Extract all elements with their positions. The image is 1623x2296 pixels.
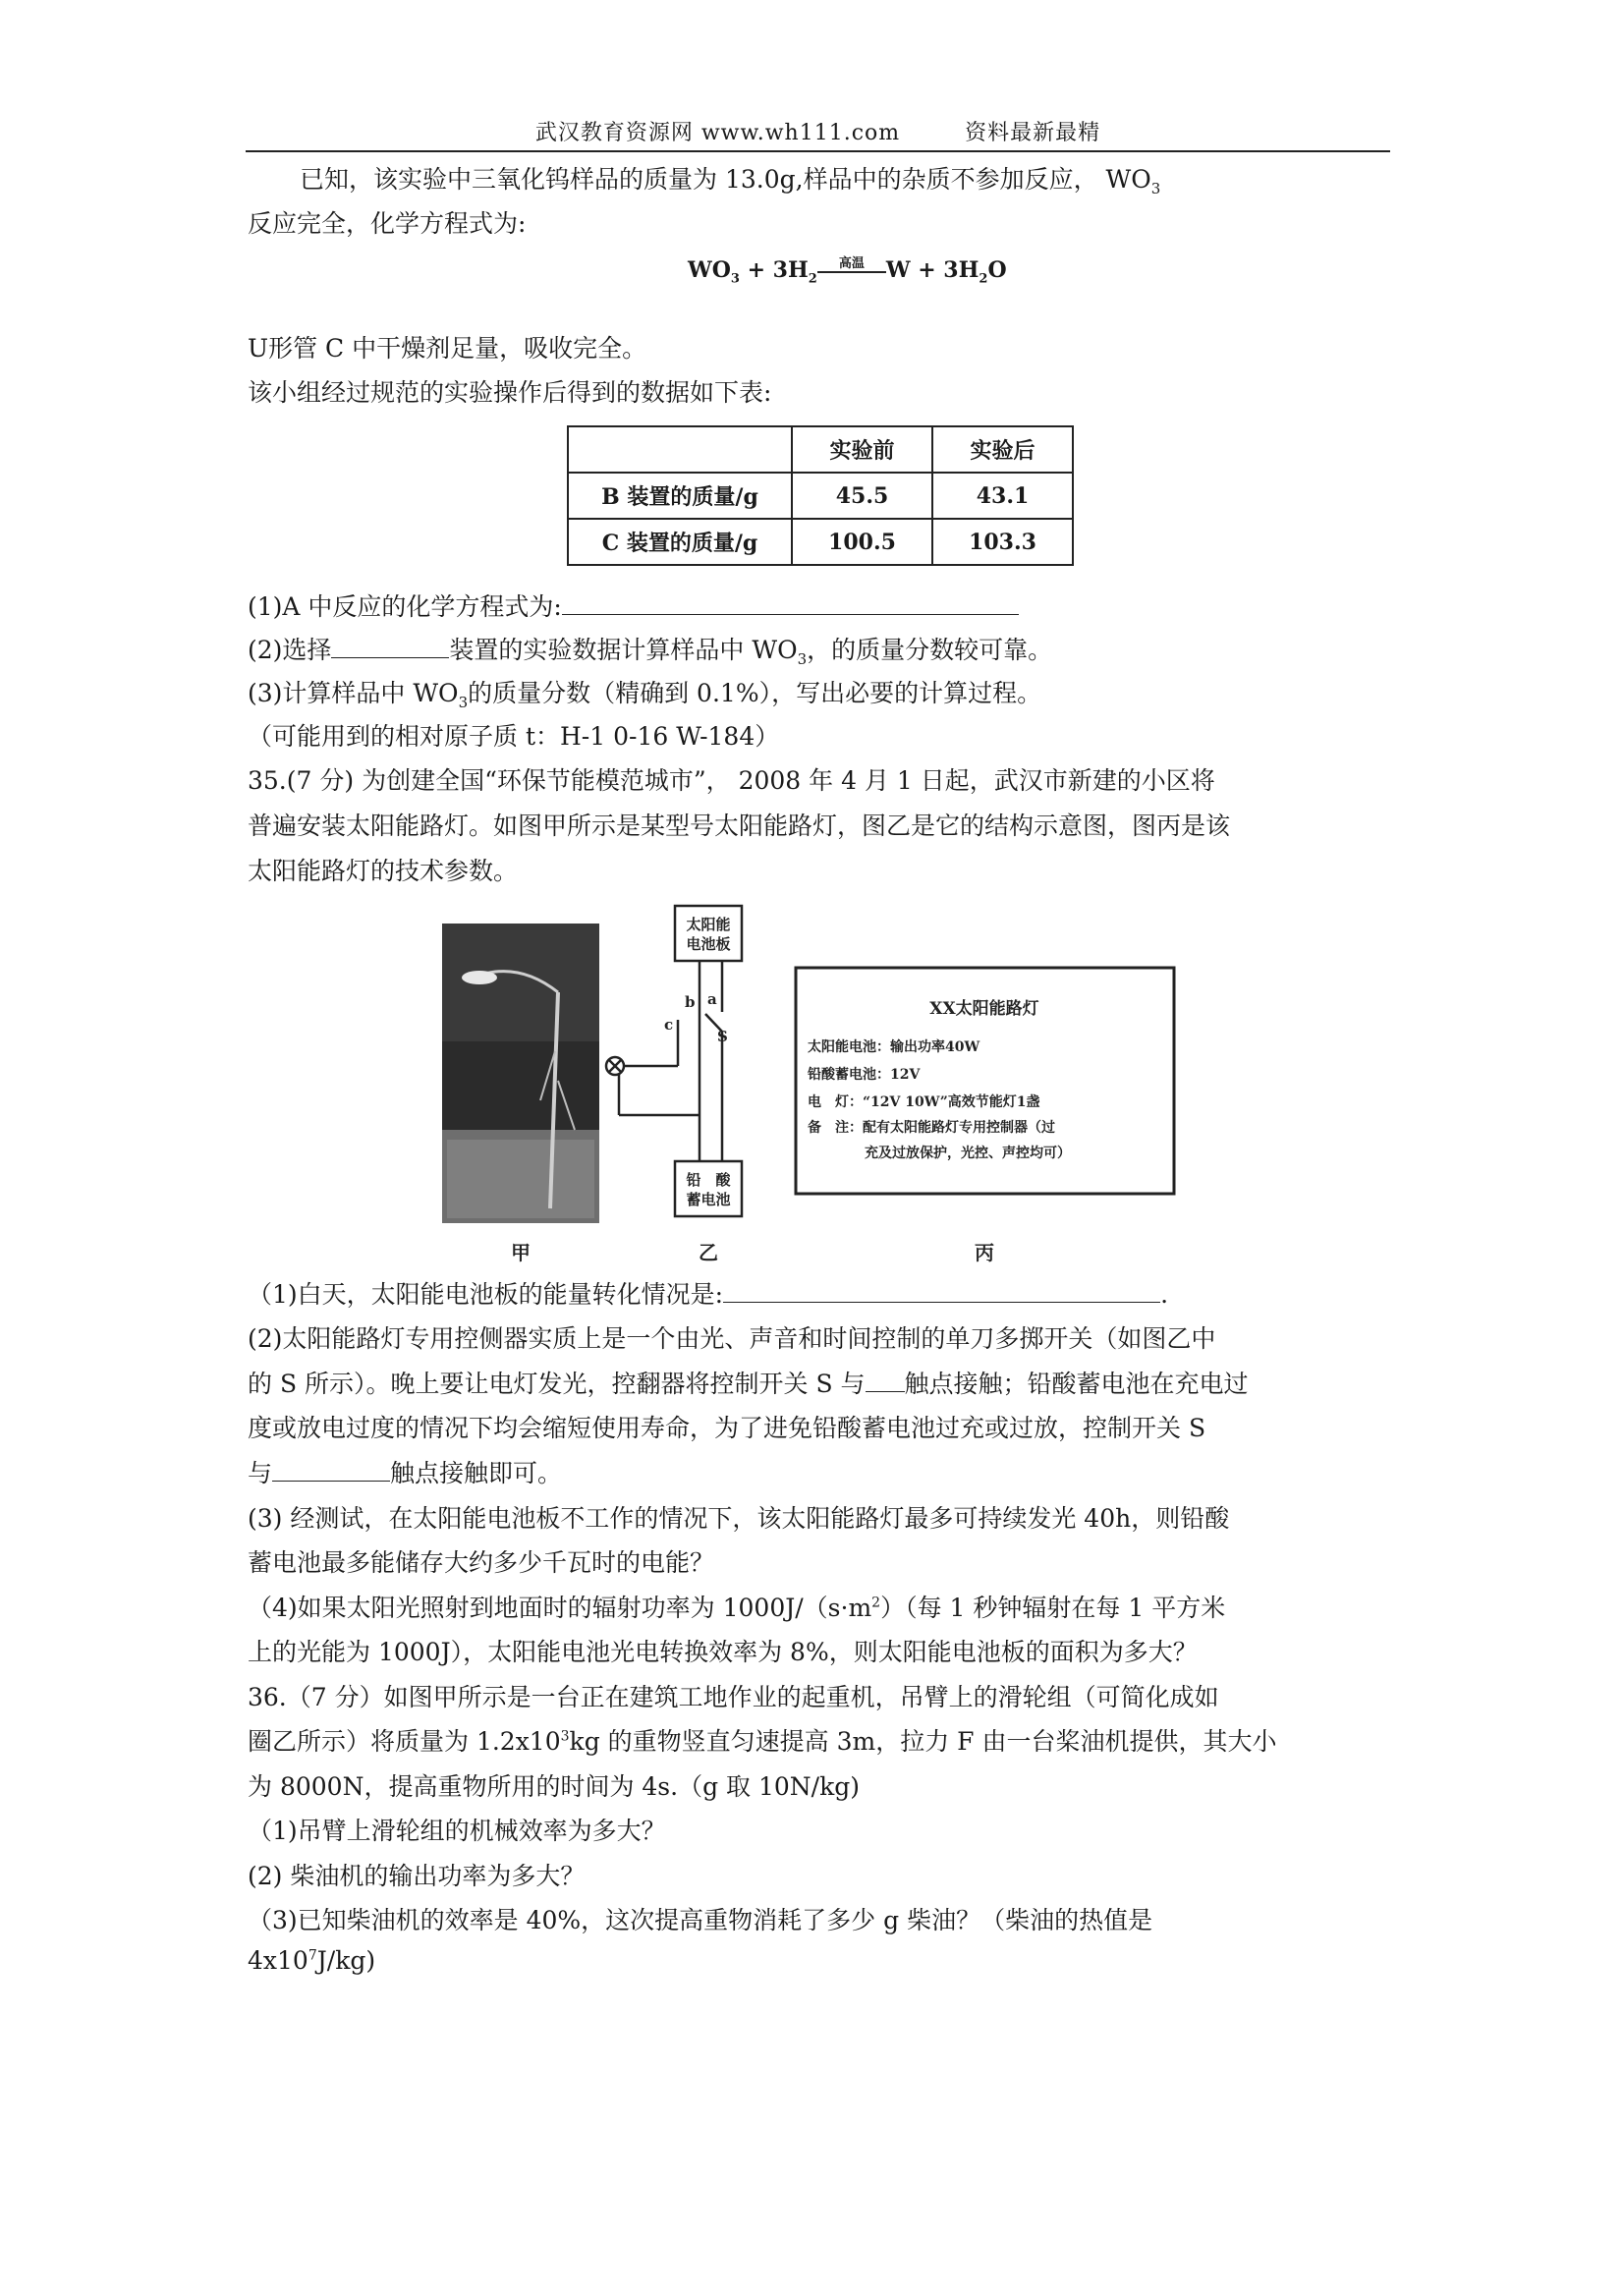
table-cell [568, 426, 792, 473]
page-header [246, 116, 1390, 146]
text-line: 已知，该实验中三氧化钨样品的质量为 13.0g,样品中的杂质不参加反应， $WO_3$ [300, 165, 1161, 197]
answer-blank [562, 589, 1019, 615]
spec-line: 备 注：配有太阳能路灯专用控制器（过 [808, 1120, 1055, 1136]
header-site: 武汉教育资源网 www.wh111.com [534, 121, 901, 145]
solar-streetlight-figure [442, 904, 1194, 1272]
table-row [568, 473, 1073, 519]
text-line: (3) 经测试，在太阳能电池板不工作的情况下，该太阳能路灯最多可持续发光 40h，则铅酸 [248, 1504, 1230, 1533]
table-cell: 103.3 [932, 519, 1073, 565]
table-header-row [568, 426, 1073, 473]
label-jia: 甲 [511, 1241, 531, 1264]
data-table [567, 425, 1074, 566]
text-line: 太阳能路灯的技术参数。 [248, 857, 519, 885]
label-yi: 乙 [699, 1241, 718, 1264]
text-line: U形管 C 中干燥剂足量，吸收完全。 [248, 334, 647, 363]
chemical-equation: $WO_3 + 3H_2$ 高温 $W + 3H_2O$ [688, 256, 1007, 287]
spec-line: 铅酸蓄电池：12V [808, 1067, 921, 1083]
text-line: （4)如果太阳光照射到地面时的辐射功率为 $1000J/(s\cdot m^2)$（每 1 秒钟辐射在每 1 平方米 [248, 1594, 1226, 1622]
table-cell: B 装置的质量/g [568, 473, 792, 519]
text-line: 上的光能为 1000J），太阳能电池光电转换效率为 8%，则太阳能电池板的面积为多大？ [248, 1638, 1198, 1666]
figure-svg [442, 904, 1194, 1272]
text-line: 的 S 所示）。晚上要让电灯发光，控翻器将控制开关 S 与 触点接触；铅酸蓄电池在充电过 [248, 1365, 1249, 1400]
text-line: 为 8000N，提高重物所用的时间为 4s.（g 取 10N/kg) [248, 1772, 860, 1801]
answer-blank [866, 1367, 905, 1392]
table-cell: 43.1 [932, 473, 1073, 519]
switch-s-label: S [717, 1028, 728, 1045]
text-line: 度或放电过度的情况下均会缩短使用寿命，为了进免铅酸蓄电池过充或过放，控制开关 S [248, 1414, 1206, 1442]
spec-title: XX太阳能路灯 [929, 999, 1039, 1019]
text-line: $4x10^7J/kg$) [248, 1946, 376, 1975]
answer-blank [331, 633, 449, 658]
text-line: (2)太阳能路灯专用控侧器实质上是一个由光、声音和时间控制的单刀多掷开关（如图乙中 [248, 1324, 1216, 1353]
spec-line: 电 灯：“12V 10W”高效节能灯1盏 [808, 1094, 1040, 1110]
battery-label-line1: 铅 酸 [686, 1171, 731, 1189]
contact-a-label: a [707, 990, 717, 1008]
answer-blank [723, 1277, 1160, 1303]
contact-c-label: c [664, 1016, 674, 1034]
text-line: (1)A 中反应的化学方程式为: [248, 588, 1019, 623]
table-cell: C 装置的质量/g [568, 519, 792, 565]
table-row [568, 519, 1073, 565]
table-cell: 45.5 [792, 473, 932, 519]
contact-b-label: b [685, 993, 696, 1011]
text-line: 圈乙所示）将质量为 $1.2x10^3kg$ 的重物竖直匀速提高 3m，拉力 F 由一台桨油机提供，其大小 [248, 1727, 1277, 1756]
text-line: 与 触点接触即可。 [248, 1454, 562, 1489]
text-line: 36.（7 分）如图甲所示是一台正在建筑工地作业的起重机，吊臂上的滑轮组（可简化成如 [248, 1683, 1219, 1711]
text-line: (3)计算样品中 $WO_3$的质量分数（精确到 0.1%），写出必要的计算过程。 [248, 679, 1042, 711]
streetlight-photo [442, 924, 599, 1223]
text-line: 反应完全，化学方程式为: [248, 209, 527, 238]
text-line: （1)吊臂上滑轮组的机械效率为多大？ [248, 1817, 666, 1845]
panel-label-line1: 太阳能 [686, 916, 731, 933]
table-cell: 实验前 [792, 426, 932, 473]
spec-line: 太阳能电池：输出功率40W [808, 1039, 980, 1055]
text-line: (2) 柴油机的输出功率为多大？ [248, 1862, 586, 1890]
text-line: 普遍安装太阳能路灯。如图甲所示是某型号太阳能路灯，图乙是它的结构示意图，图丙是该 [248, 812, 1231, 840]
battery-label-line2: 蓄电池 [686, 1191, 731, 1208]
text-line: 35.(7 分) 为创建全国“环保节能模范城市”， 2008 年 4 月 1 日起，武汉市新建的小区将 [248, 766, 1215, 795]
text-line: （可能用到的相对原子质 t：H-1 0-16 W-184） [248, 722, 780, 751]
text-line: （1)白天，太阳能电池板的能量转化情况是: . [248, 1275, 1168, 1311]
table-cell: 100.5 [792, 519, 932, 565]
header-tagline: 资料最新最精 [965, 121, 1101, 145]
reaction-condition: 高温 [817, 257, 886, 273]
panel-label-line2: 电池板 [686, 935, 731, 953]
text-line: 蓄电池最多能储存大约多少千瓦时的电能？ [248, 1548, 715, 1577]
spec-box [796, 968, 1174, 1194]
spec-line: 充及过放保护，光控、声控均可） [865, 1146, 1071, 1161]
text-line: (2)选择 装置的实验数据计算样品中 $WO_3$，的质量分数较可靠。 [248, 631, 1052, 668]
header-divider [246, 150, 1390, 152]
table-cell: 实验后 [932, 426, 1073, 473]
text-line: （3)已知柴油机的效率是 40%，这次提高重物消耗了多少 g 柴油？（柴油的热值是 [248, 1906, 1153, 1934]
answer-blank [272, 1456, 390, 1482]
text-line: 该小组经过规范的实验操作后得到的数据如下表: [248, 378, 772, 407]
label-bing: 丙 [975, 1241, 994, 1264]
